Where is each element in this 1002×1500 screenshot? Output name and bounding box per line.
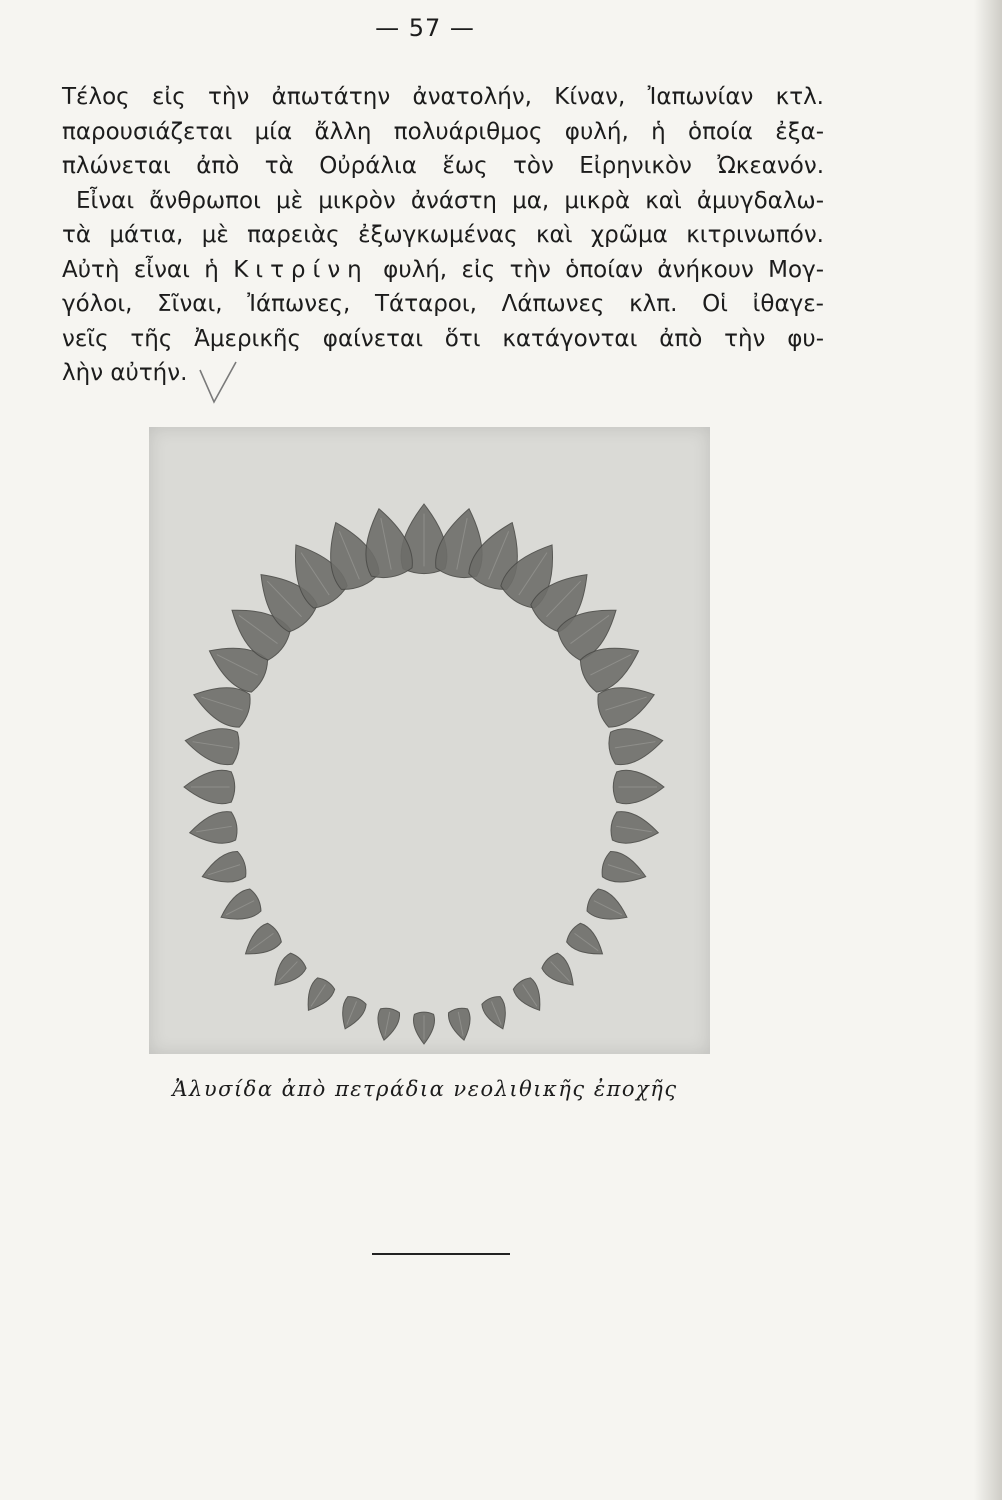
necklace-illustration (149, 427, 710, 1054)
necklace-stone (184, 770, 235, 803)
paragraph-line: Τέλος εἰς τὴν ἀπωτάτην ἀνατολήν, Κίναν, Ἰαπωνίαν κτλ. (62, 84, 824, 110)
paragraph-line: γόλοι, Σῖναι, Ἰάπωνες, Τάταροι, Λάπωνες κλπ. Οἱ ἰθαγε- (62, 291, 824, 317)
necklace-stone (511, 975, 549, 1016)
paragraph-line: παρουσιάζεται μία ἄλλη πολυάριθμος φυλή, ἡ ὁποία ἐξα- (62, 118, 824, 145)
paragraph-line: νεῖς τῆς Ἀμερικῆς φαίνεται ὅτι κατάγονται ἀπὸ τὴν φυ- (62, 325, 824, 352)
pencil-check-mark (196, 360, 240, 406)
section-divider (372, 1253, 510, 1255)
page-edge-shadow (974, 0, 1002, 1500)
paragraph-line: τὰ μάτια, μὲ παρειὰς ἐξωγκωμένας καὶ χρῶμα κιτρινωπόν. (62, 222, 824, 248)
paragraph-fragment: φυλή, εἰς τὴν ὁποίαν ἀνήκουν Μογ- (383, 256, 825, 283)
necklace-stone (187, 810, 239, 848)
necklace-stone (447, 1007, 474, 1043)
necklace-stone (335, 994, 368, 1033)
necklace-stone (215, 887, 264, 930)
paragraph (62, 80, 824, 391)
necklace-stone (374, 1007, 401, 1043)
necklace-stone (539, 951, 581, 994)
necklace-stone (183, 723, 242, 766)
necklace-stone (480, 994, 513, 1033)
emphasized-word: Κιτρίνη (233, 256, 369, 283)
figure-caption: Ἀλυσίδα ἀπὸ πετράδια νεολιθικῆς ἐποχῆς (172, 1077, 678, 1101)
necklace-stone (266, 951, 308, 994)
paragraph-fragment: Αὐτὴ εἶναι ἡ (62, 256, 219, 283)
page-number: — 57 — (375, 14, 475, 42)
necklace-photograph (149, 427, 710, 1054)
necklace-stone (613, 770, 664, 803)
necklace-stone (609, 810, 661, 848)
necklace-stone (198, 849, 249, 890)
necklace-stone (238, 921, 284, 964)
necklace-stone (414, 1012, 435, 1044)
necklace-stone (599, 849, 650, 890)
necklace-stone (607, 723, 666, 766)
necklace-stone (564, 921, 610, 964)
necklace-stone (299, 975, 337, 1016)
paragraph-line: Εἶναι ἄνθρωποι μὲ μικρὸν ἀνάστη μα, μικρὰ καὶ ἀμυγδαλω- (76, 187, 824, 214)
paragraph-line-composite (62, 253, 824, 288)
paragraph-line: λὴν αὐτήν. (62, 360, 188, 386)
necklace-stone (584, 887, 633, 930)
paragraph-line: πλώνεται ἀπὸ τὰ Οὐράλια ἕως τὸν Εἰρηνικὸν Ὠκεανόν. (62, 153, 824, 179)
